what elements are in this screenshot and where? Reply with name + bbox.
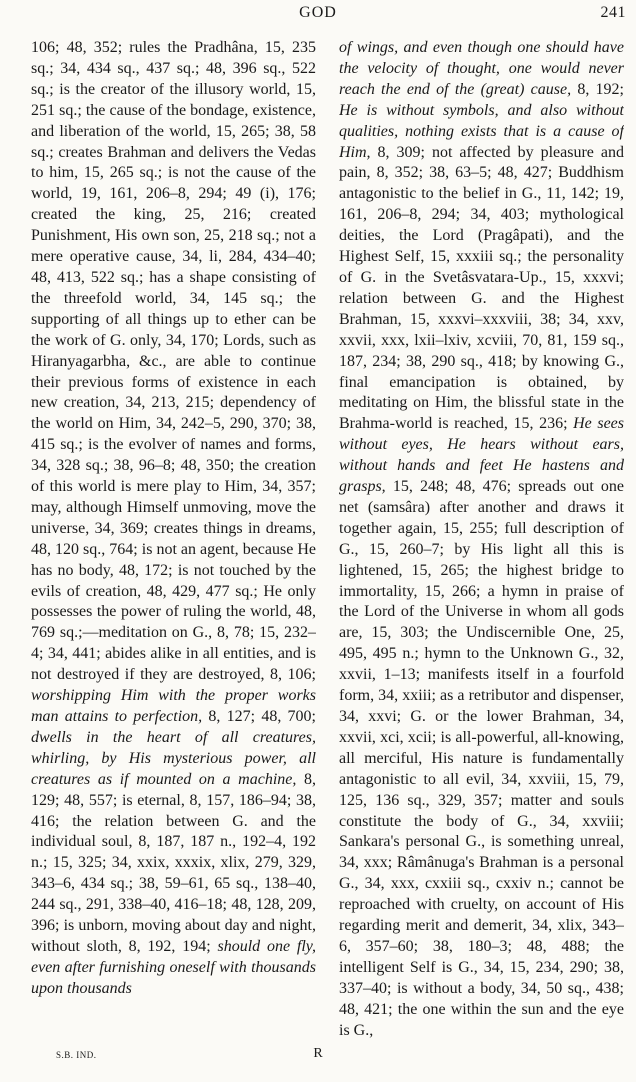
page-header bbox=[0, 0, 636, 30]
index-quote: He sees without eyes, He hears without ears, without hands and feet He hastens and grasps, bbox=[339, 415, 624, 496]
left-column bbox=[31, 38, 316, 1040]
right-column bbox=[339, 38, 624, 1040]
index-text: 8, 309; not affected by pleasure and pain, 8, 352; 38, 63–5; 48, 427; Buddhism antagonistic to the belief in G., 11, 142; 19, 161, 206–8, 294; 34, 403; mythological deities, the Lord (Pragâpati), and the Highest Self, 15, xxxiii sq.; the personality of G. in the Svetâsvatara-Up., 15, xxxvi; relation between G. and the Highest Brahman, 15, xxxvi–xxxviii, 38; 34, xxv, xxvii, xxx, lxii–lxiv, xcviii, 70, 81, 159 sq., 187, 234; 38, 290 sq., 418; by knowing G., final emancipation is obtained, by meditating on Him, the blissful state in the Brahma-world is reached, 15, 236; bbox=[339, 143, 624, 433]
page-number: 241 bbox=[600, 4, 626, 21]
running-title: GOD bbox=[299, 4, 337, 21]
gathering-mark: R bbox=[313, 1046, 323, 1061]
index-text: 8, 127; 48, 700; bbox=[202, 708, 316, 725]
index-quote: of wings, and even though one should have the velocity of thought, one would never reach the end of the (great) cause, bbox=[339, 39, 624, 98]
index-text: 8, 129; 48, 557; is eternal, 8, 157, 186–94; 38, 416; the relation between G. and the individual soul, 8, 187, 187 n., 192–4, 192 n.; 15, 325; 34, xxix, xxxix, xlix, 279, 329, 343–6, 434 sq.; 38, 59–61, 65 sq., 138–40, 244 sq., 291, 338–40, 416–18; 48, 128, 209, 396; is unborn, moving about day and night, without sloth, 8, 192, 194; bbox=[31, 770, 316, 955]
page-footer bbox=[0, 1046, 636, 1070]
index-quote: worshipping Him with the proper works man attains to perfection, bbox=[31, 687, 316, 725]
index-text: 8, 192; bbox=[571, 80, 624, 98]
index-quote: He is without symbols, and also without qualities, nothing exists that is a cause of Him, bbox=[339, 101, 624, 161]
index-quote: should one fly, even after furnishing oneself with thousands upon thousands bbox=[31, 937, 316, 997]
left-column-text bbox=[31, 38, 316, 1000]
right-column-text bbox=[339, 38, 624, 1040]
index-text: 106; 48, 352; rules the Pradhâna, 15, 235 sq.; 34, 434 sq., 437 sq.; 48, 396 sq., 522 sq.; is the creator of the illusory world, 15, 251 sq.; the cause of the bondage, existence, and liberation of the world, 15, 265; 38, 58 sq.; creates Brahman and delivers the Vedas to him, 15, 265 sq.; is not the cause of the world, 19, 161, 206–8, 294; 49 (i), 176; created the king, 25, 216; created Punishment, His own son, 25, 218 sq.; not a mere operative cause, 34, li, 284, 434–40; 48, 413, 522 sq.; has a shape consisting of the threefold world, 34, 145 sq.; the supporting of all things up to ether can be the work of G. only, 34, 170; Lords, such as Hiranyagarbha, &c., are able to continue their previous forms of existence in each new creation, 34, 213, 215; dependency of the world on Him, 34, 242–5, 290, 370; 38, 415 sq.; is the evolver of names and forms, 34, 328 sq.; 38, 96–8; 48, 350; the creation of this world is mere play to Him, 34, 357; may, although Himself unmoving, move the universe, 34, 369; creates things in dreams, 48, 120 sq., 764; is not an agent, because He has no body, 48, 172; is not touched by the evils of creation, 48, 429, 477 sq.; He only possesses the power of ruling the world, 48, 769 sq.;—meditation on G., 8, 78; 15, 232–4; 34, 441; abides alike in all entities, and is not destroyed if they are destroyed, 8, 106; bbox=[31, 39, 316, 684]
printer-signature: S.B. IND. bbox=[56, 1050, 97, 1060]
index-quote: dwells in the heart of all creatures, whirling, by His mysterious power, all creatures as if mounted on a machine, bbox=[31, 728, 316, 788]
index-text: 15, 248; 48, 476; spreads out one net (samsâra) after another and draws it together again, 15, 255; full description of G., 15, 260–7; by His light all this is lightened, 15, 265; the highest bridge to immortality, 15, 266; a hymn in praise of the Lord of the Universe in whom all gods are, 15, 303; the Undiscernible One, 25, 495, 495 n.; hymn to the Unknown G., 32, xxvii, 1–13; manifests itself in a fourfold form, 34, xxiii; as a retributor and dispenser, 34, xxvi; G. or the lower Brahman, 34, xxvii, xci, xcii; is all-powerful, all-knowing, all merciful, His nature is fundamentally antagonistic to all evil, 34, xxviii, 15, 79, 125, 136 sq., 329, 357; matter and souls constitute the body of G., 34, xxviii; Sankara's personal G., is something unreal, 34, xxx; Râmânuga's Brahman is a personal G., 34, xxx, cxxiii sq., cxxiv n.; cannot be reproached with cruelty, on account of His regarding merit and demerit, 34, xlix, 343–6, 357–60; 38, 180–3; 48, 488; the intelligent Self is G., 34, 15, 234, 290; 38, 337–40; is without a body, 34, 50 sq., 438; 48, 421; the one within the sun and the eye is G., bbox=[339, 478, 624, 1039]
